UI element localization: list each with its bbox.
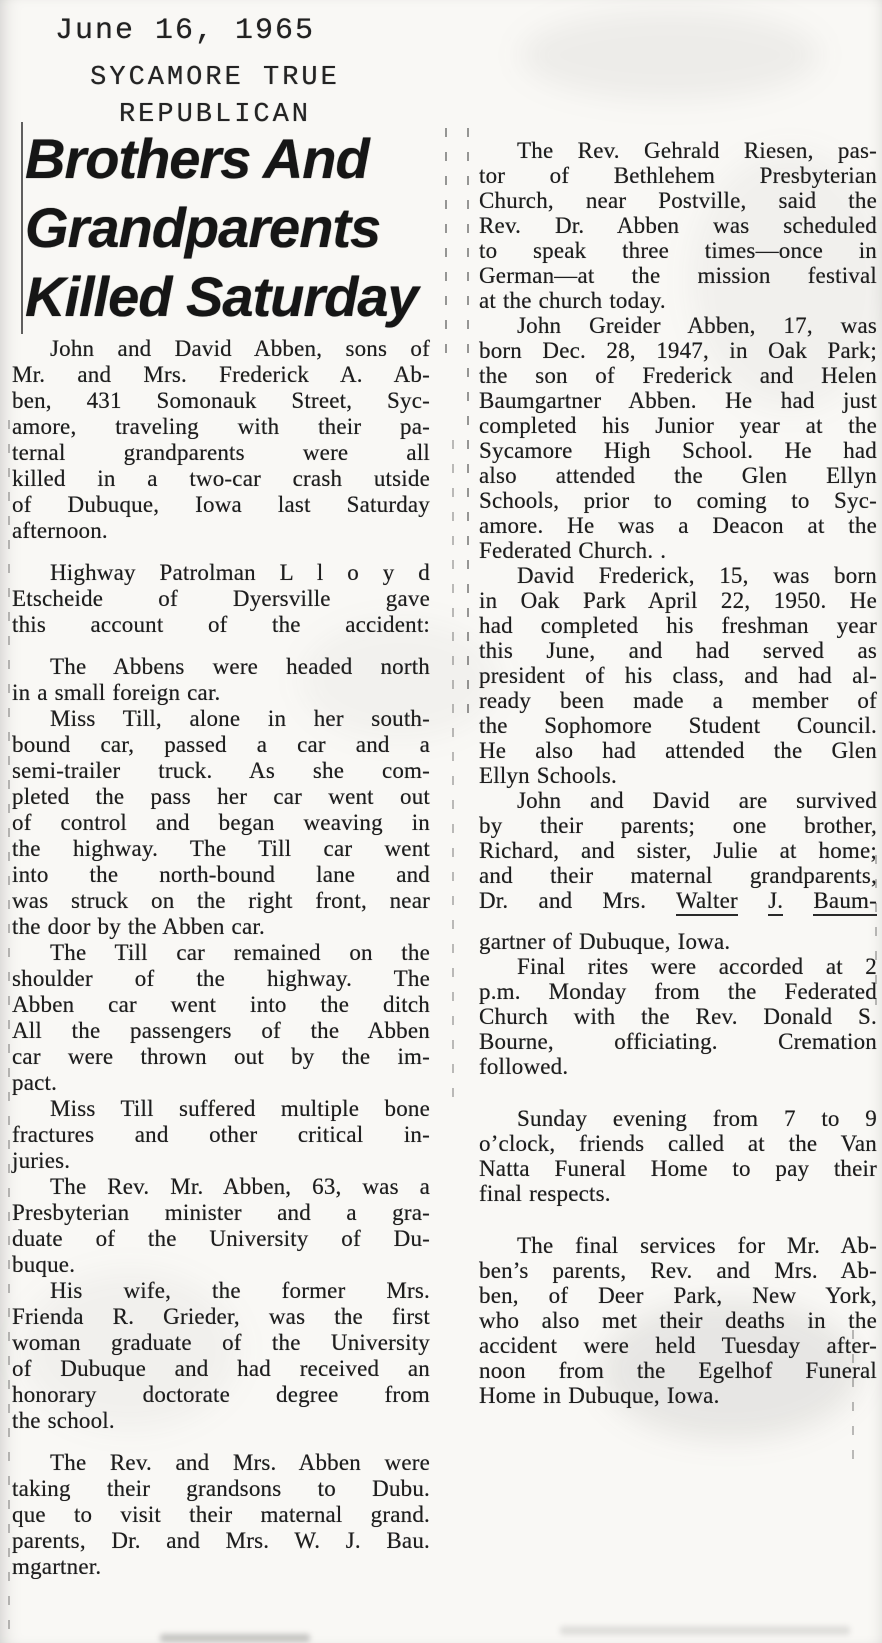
- text-segment: John and David are survived: [517, 788, 877, 813]
- text-line: [12, 1278, 430, 1304]
- paragraph: [12, 706, 430, 940]
- text-line: [12, 466, 430, 492]
- text-line: [12, 612, 430, 638]
- column-rule: [21, 122, 23, 334]
- headline-line: Brothers And: [25, 127, 369, 190]
- text-line: [12, 1528, 430, 1554]
- text-segment: of control and began weaving in: [12, 810, 430, 835]
- text-segment: accident were held Tuesday after-: [479, 1333, 877, 1358]
- text-line: [479, 363, 877, 388]
- text-line: [479, 488, 877, 513]
- text-line: [12, 1122, 430, 1148]
- text-line: [479, 1333, 877, 1358]
- paragraph: [12, 940, 430, 1096]
- text-line: [479, 763, 877, 788]
- text-line: [479, 288, 877, 313]
- text-line: [12, 732, 430, 758]
- text-segment: [783, 888, 813, 913]
- text-segment: John and David Abben, sons of: [50, 336, 430, 361]
- text-line: [479, 888, 877, 913]
- text-line: [12, 586, 430, 612]
- text-line: [479, 1258, 877, 1283]
- newspaper-name-line2: REPUBLICAN: [118, 100, 312, 130]
- paragraph: [479, 313, 877, 563]
- text-segment: this account of the accident:: [12, 612, 430, 637]
- text-segment: noon from the Egelhof Funeral: [479, 1358, 877, 1383]
- text-segment: born Dec. 28, 1947, in Oak Park;: [479, 338, 877, 363]
- paragraph: [12, 1278, 430, 1434]
- text-segment: juries.: [12, 1148, 71, 1173]
- text-segment: Church with the Rev. Donald S.: [479, 1004, 877, 1029]
- left-column: [12, 336, 430, 1580]
- text-segment: the school.: [12, 1408, 115, 1433]
- text-segment: The Rev. Mr. Abben, 63, was a: [50, 1174, 430, 1199]
- text-line: [12, 1148, 430, 1174]
- text-line: [479, 1308, 877, 1333]
- text-segment: All the passengers of the Abben: [12, 1018, 430, 1043]
- text-segment: into the north-bound lane and: [12, 862, 430, 887]
- text-segment: John Greider Abben, 17, was: [517, 313, 877, 338]
- newspaper-name: [0, 60, 430, 134]
- text-segment: was struck on the right front, near: [12, 888, 430, 913]
- text-line: [12, 440, 430, 466]
- text-segment: Highway Patrolman L l o y d: [50, 560, 430, 585]
- text-line: [479, 1383, 877, 1408]
- text-line: [479, 313, 877, 338]
- cutoff-text-fragment: [160, 1634, 310, 1642]
- text-segment: Dr. and Mrs.: [479, 888, 676, 913]
- paragraph: [479, 1106, 877, 1206]
- text-segment: the Sophomore Student Council.: [479, 713, 877, 738]
- text-line: [479, 979, 877, 1004]
- text-segment: the door by the Abben car.: [12, 914, 265, 939]
- text-line: [12, 1070, 430, 1096]
- text-line: [479, 1283, 877, 1308]
- text-line: [479, 1233, 877, 1258]
- text-segment: pact.: [12, 1070, 58, 1095]
- text-segment: Baumgartner Abben. He had just: [479, 388, 877, 413]
- text-segment: Abben car went into the ditch: [12, 992, 430, 1017]
- paragraph: [12, 336, 430, 544]
- text-line: [12, 1476, 430, 1502]
- text-segment: mgartner.: [12, 1554, 102, 1579]
- text-segment: Mr. and Mrs. Frederick A. Ab-: [12, 362, 430, 387]
- headline-line: Killed Saturday: [25, 265, 418, 328]
- text-segment: Bourne, officiating. Cremation: [479, 1029, 877, 1054]
- text-segment: in Oak Park April 22, 1950. He: [479, 588, 877, 613]
- text-line: [12, 1408, 430, 1434]
- text-segment: honorary doctorate degree from: [12, 1382, 430, 1407]
- text-line: [12, 1044, 430, 1070]
- text-segment: fractures and other critical in-: [12, 1122, 430, 1147]
- underlined-text: Baum-: [813, 888, 877, 916]
- text-line: [479, 613, 877, 638]
- text-segment: president of his class, and had al-: [479, 663, 877, 688]
- text-line: [479, 563, 877, 588]
- text-line: [12, 680, 430, 706]
- text-segment: by their parents; one brother,: [479, 813, 877, 838]
- text-segment: Miss Till suffered multiple bone: [50, 1096, 430, 1121]
- text-segment: pleted the pass her car went out: [12, 784, 430, 809]
- text-line: [12, 1502, 430, 1528]
- text-line: [479, 1004, 877, 1029]
- text-segment: ternal grandparents were all: [12, 440, 430, 465]
- text-segment: Sunday evening from 7 to 9: [517, 1106, 877, 1131]
- text-line: [479, 1106, 877, 1131]
- text-segment: parents, Dr. and Mrs. W. J. Bau.: [12, 1528, 430, 1553]
- paragraph: [479, 1233, 877, 1408]
- text-line: [479, 138, 877, 163]
- text-segment: and their maternal grandparents,: [479, 863, 877, 888]
- text-line: [12, 560, 430, 586]
- text-line: [12, 492, 430, 518]
- text-segment: shoulder of the highway. The: [12, 966, 430, 991]
- text-segment: duate of the University of Du-: [12, 1226, 430, 1251]
- text-line: [479, 1054, 877, 1079]
- column-divider-rule: [452, 440, 454, 1100]
- text-line: [479, 163, 877, 188]
- paragraph: [479, 563, 877, 788]
- text-line: [479, 1156, 877, 1181]
- text-line: [12, 1382, 430, 1408]
- text-line: [479, 663, 877, 688]
- text-segment: Federated Church. .: [479, 538, 667, 563]
- text-segment: Final rites were accorded at 2: [517, 954, 877, 979]
- text-segment: who also met their deaths in the: [479, 1308, 877, 1333]
- text-segment: the highway. The Till car went: [12, 836, 430, 861]
- text-segment: Richard, and sister, Julie at home;: [479, 838, 877, 863]
- text-segment: ben, 431 Somonauk Street, Syc-: [12, 388, 430, 413]
- text-segment: had completed his freshman year: [479, 613, 877, 638]
- text-line: [479, 713, 877, 738]
- text-line: [479, 238, 877, 263]
- text-line: [479, 1131, 877, 1156]
- text-segment: Home in Dubuque, Iowa.: [479, 1383, 720, 1408]
- text-line: [12, 518, 430, 544]
- text-segment: amore, traveling with their pa-: [12, 414, 430, 439]
- paragraph: [479, 929, 877, 954]
- text-line: [12, 706, 430, 732]
- text-segment: woman graduate of the University: [12, 1330, 430, 1355]
- paragraph: [479, 788, 877, 913]
- text-segment: David Frederick, 15, was born: [517, 563, 877, 588]
- text-line: [12, 1356, 430, 1382]
- text-segment: Etscheide of Dyersville gave: [12, 586, 430, 611]
- text-segment: ben, of Deer Park, New York,: [479, 1283, 877, 1308]
- text-line: [12, 362, 430, 388]
- column-divider-rule: [467, 128, 469, 728]
- text-line: [12, 1018, 430, 1044]
- text-line: [479, 463, 877, 488]
- text-line: [12, 654, 430, 680]
- underlined-text: J.: [768, 888, 783, 916]
- text-segment: taking their grandsons to Dubu.: [12, 1476, 430, 1501]
- text-segment: of Dubuque, Iowa last Saturday: [12, 492, 430, 517]
- text-line: [12, 336, 430, 362]
- text-segment: Presbyterian minister and a gra-: [12, 1200, 430, 1225]
- text-line: [479, 538, 877, 563]
- text-line: [479, 438, 877, 463]
- text-segment: tor of Bethlehem Presbyterian: [479, 163, 877, 188]
- left-edge-rule: [8, 420, 10, 1630]
- text-segment: Schools, prior to coming to Syc-: [479, 488, 877, 513]
- paragraph: [12, 560, 430, 638]
- text-segment: The Till car remained on the: [50, 940, 430, 965]
- text-segment: Miss Till, alone in her south-: [50, 706, 430, 731]
- paragraph: [12, 1096, 430, 1174]
- text-segment: The Abbens were headed north: [50, 654, 430, 679]
- paragraph: [479, 954, 877, 1079]
- newspaper-name-line1: SYCAMORE TRUE: [90, 63, 340, 93]
- scan-blotch: [520, 10, 820, 100]
- text-line: [12, 1096, 430, 1122]
- text-segment: [738, 888, 768, 913]
- text-segment: also attended the Glen Ellyn: [479, 463, 877, 488]
- text-line: [479, 388, 877, 413]
- text-line: [479, 838, 877, 863]
- cutoff-text-fragment: [560, 1626, 850, 1635]
- text-segment: car were thrown out by the im-: [12, 1044, 430, 1069]
- text-segment: Natta Funeral Home to pay their: [479, 1156, 877, 1181]
- text-line: [12, 1200, 430, 1226]
- text-segment: followed.: [479, 1054, 569, 1079]
- text-line: [12, 1450, 430, 1476]
- text-line: [12, 914, 430, 940]
- text-segment: ready been made a member of: [479, 688, 877, 713]
- text-segment: German—at the mission festival: [479, 263, 877, 288]
- text-segment: p.m. Monday from the Federated: [479, 979, 877, 1004]
- text-segment: Ellyn Schools.: [479, 763, 617, 788]
- text-line: [479, 788, 877, 813]
- headline-line: Grandparents: [25, 196, 381, 259]
- text-line: [12, 388, 430, 414]
- text-segment: completed his Junior year at the: [479, 413, 877, 438]
- date-line: June 16, 1965: [55, 14, 316, 48]
- text-line: [12, 966, 430, 992]
- text-segment: Church, near Postville, said the: [479, 188, 877, 213]
- text-line: [479, 1181, 877, 1206]
- text-segment: this June, and had served as: [479, 638, 877, 663]
- text-line: [479, 513, 877, 538]
- text-line: [479, 813, 877, 838]
- text-segment: buque.: [12, 1252, 76, 1277]
- text-segment: of Dubuque and had received an: [12, 1356, 430, 1381]
- text-line: [479, 954, 877, 979]
- text-line: [12, 1554, 430, 1580]
- text-segment: final respects.: [479, 1181, 611, 1206]
- text-segment: que to visit their maternal grand.: [12, 1502, 430, 1527]
- text-segment: Sycamore High School. He had: [479, 438, 877, 463]
- text-line: [12, 758, 430, 784]
- text-line: [12, 940, 430, 966]
- text-line: [479, 863, 877, 888]
- text-segment: at the church today.: [479, 288, 666, 313]
- text-segment: semi-trailer truck. As she com-: [12, 758, 430, 783]
- text-segment: amore. He was a Deacon at the: [479, 513, 877, 538]
- text-segment: Rev. Dr. Abben was scheduled: [479, 213, 877, 238]
- text-line: [12, 1174, 430, 1200]
- underlined-text: Walter: [676, 888, 738, 916]
- paragraph: [12, 654, 430, 706]
- text-segment: The final services for Mr. Ab-: [517, 1233, 877, 1258]
- text-line: [479, 929, 877, 954]
- text-segment: killed in a two-car crash utside: [12, 466, 430, 491]
- right-column: [479, 138, 877, 1408]
- text-line: [12, 862, 430, 888]
- text-segment: in a small foreign car.: [12, 680, 221, 705]
- text-segment: The Rev. Gehrald Riesen, pas-: [517, 138, 877, 163]
- paragraph: [12, 1174, 430, 1278]
- text-segment: afternoon.: [12, 518, 108, 543]
- text-segment: bound car, passed a car and a: [12, 732, 430, 757]
- text-line: [479, 1029, 877, 1054]
- text-line: [12, 1304, 430, 1330]
- text-segment: His wife, the former Mrs.: [50, 1278, 430, 1303]
- text-line: [12, 992, 430, 1018]
- text-segment: the son of Frederick and Helen: [479, 363, 877, 388]
- paragraph: [12, 1450, 430, 1580]
- text-line: [12, 1330, 430, 1356]
- text-line: [12, 1252, 430, 1278]
- text-line: [12, 1226, 430, 1252]
- text-line: [12, 888, 430, 914]
- text-line: [479, 1358, 877, 1383]
- text-line: [479, 263, 877, 288]
- text-segment: o’clock, friends called at the Van: [479, 1131, 877, 1156]
- text-segment: He also had attended the Glen: [479, 738, 877, 763]
- text-line: [479, 688, 877, 713]
- text-segment: gartner of Dubuque, Iowa.: [479, 929, 731, 954]
- text-line: [12, 810, 430, 836]
- text-line: [479, 188, 877, 213]
- text-line: [479, 213, 877, 238]
- text-line: [479, 413, 877, 438]
- paragraph: [479, 138, 877, 313]
- text-line: [12, 836, 430, 862]
- text-line: [12, 414, 430, 440]
- text-segment: Frienda R. Grieder, was the first: [12, 1304, 430, 1329]
- text-line: [479, 588, 877, 613]
- text-line: [12, 784, 430, 810]
- text-segment: to speak three times—once in: [479, 238, 877, 263]
- text-line: [479, 638, 877, 663]
- text-line: [479, 738, 877, 763]
- headline: [25, 124, 465, 331]
- text-segment: The Rev. and Mrs. Abben were: [50, 1450, 430, 1475]
- text-line: [479, 338, 877, 363]
- text-segment: ben’s parents, Rev. and Mrs. Ab-: [479, 1258, 877, 1283]
